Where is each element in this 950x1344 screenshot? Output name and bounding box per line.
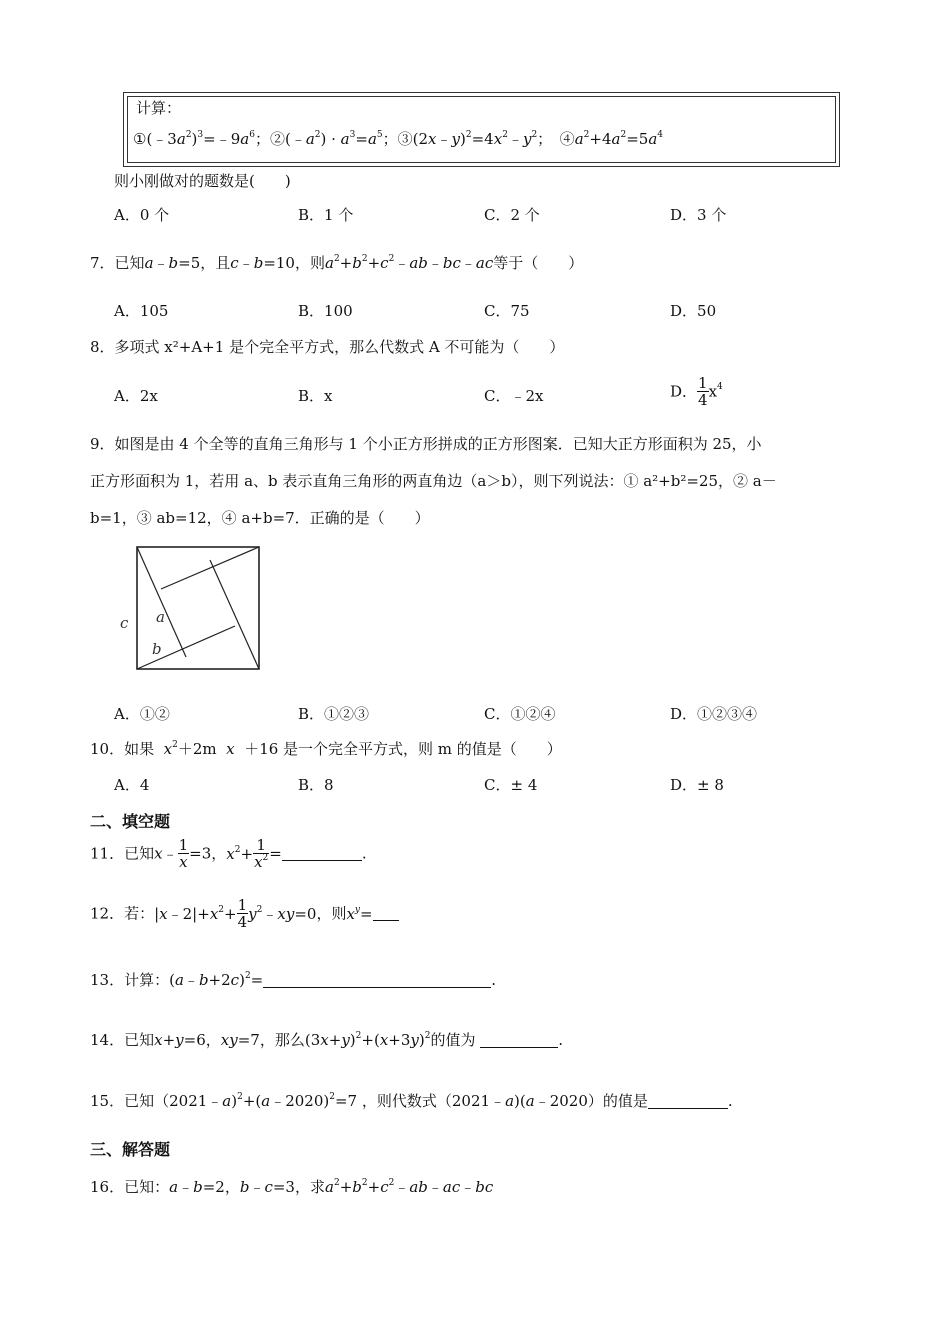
q11-answer-blank[interactable] [282, 860, 362, 861]
q8-stem: 8．多项式 x²+A+1 是个完全平方式，那么代数式 A 不可能为（ ） [90, 338, 565, 356]
triangle-side-3 [210, 560, 259, 669]
q7-option-d: D．50 [670, 302, 717, 320]
q9-line-3: b=1，③ ab=12，④ a+b=7．正确的是（ ） [90, 509, 430, 527]
q10-stem: 10．如果 $x^2+2m$ x ＋16 是一个完全平方式，则 m 的值是（ ） [90, 740, 562, 758]
triangle-side-2 [161, 547, 259, 589]
q10-option-b: B．8 [298, 776, 334, 794]
q9-option-a: A．①② [114, 705, 170, 723]
q10-option-a: A．4 [114, 776, 150, 794]
q9-figure [110, 540, 270, 674]
q7-stem: 7．已知a﹣b=5，且c﹣b=10，则$a^2+b^2+c^2﹣ab﹣bc﹣ac$等于（ ） [90, 254, 584, 272]
q10-option-d: D．± 8 [670, 776, 724, 794]
q8-option-c: C．﹣2x [484, 387, 544, 405]
q12-answer-blank[interactable] [373, 920, 399, 921]
q9-line-1: 9．如图是由 4 个全等的直角三角形与 1 个小正方形拼成的正方形图案．已知大正方形面积为 25，小 [90, 435, 762, 453]
q15-stem: 15．已知（2021﹣a)$^2$+(a﹣2020)$^2$=7 ，则代数式（2021﹣a)(a﹣2020）的值是 . [90, 1092, 733, 1110]
q11-stem: 11．已知x﹣ $\frac{1}{x}$ =3，$x^2+$ $\frac{1}{x^2}$ = . [90, 836, 367, 871]
q15-answer-blank[interactable] [648, 1108, 728, 1109]
section-2-heading: 二、填空题 [90, 812, 171, 831]
q13-stem: 13．计算：(a﹣b+2c)$^2$= . [90, 971, 497, 989]
box-title: 计算： [136, 99, 182, 117]
q12-stem: 12．若：$|x﹣2|+x^2+$ $\frac{1}{4}$ $y^2﹣xy=0$，则$x^y=$ [90, 898, 399, 930]
q7-option-c: C．75 [484, 302, 530, 320]
q9-option-d: D．①②③④ [670, 705, 758, 723]
q6-option-a: A．0 个 [114, 206, 170, 224]
fraction-one-quarter: $\frac{1}{4}$ [698, 374, 708, 409]
q6-option-d: D．3 个 [670, 206, 727, 224]
q8-option-a: A．2x [114, 387, 158, 405]
q9-line-2: 正方形面积为 1，若用 a、b 表示直角三角形的两直角边（a＞b），则下列说法：① a²+b²=25，② a－ [90, 472, 777, 490]
q10-option-c: C．± 4 [484, 776, 538, 794]
label-b: b [152, 640, 162, 658]
q7-option-a: A．105 [114, 302, 169, 320]
q6-option-b: B．1 个 [298, 206, 354, 224]
q16-stem: 16．已知：a﹣b=2，b﹣c=3，求$a^2+b^2+c^2﹣ab﹣ac﹣bc$ [90, 1178, 494, 1196]
label-c: c [120, 614, 129, 632]
q9-option-b: B．①②③ [298, 705, 370, 723]
q6-stem: 则小刚做对的题数是( ) [114, 172, 291, 190]
q13-answer-blank[interactable] [263, 987, 491, 988]
q8-option-b: B．x [298, 387, 333, 405]
box-expressions: $①(﹣3a^2)^3=﹣9a^6$；$②(﹣a^2) \cdot a^3=a^5$；$③(2x﹣y)^2=4x^2﹣y^2$； $④a^2+4a^2=5a^4$ [133, 130, 663, 148]
section-3-heading: 三、解答题 [90, 1140, 171, 1159]
label-a: a [156, 608, 165, 626]
q9-option-c: C．①②④ [484, 705, 556, 723]
q14-stem: 14．已知x+y=6，xy=7，那么$(3x+y)^2+(x+3y)^2$的值为 . [90, 1031, 564, 1049]
q14-answer-blank[interactable] [480, 1047, 558, 1048]
q8-option-d: D． $\frac{1}{4}$ $x^4$ [670, 374, 723, 409]
q7-option-b: B．100 [298, 302, 353, 320]
q6-option-c: C．2 个 [484, 206, 540, 224]
